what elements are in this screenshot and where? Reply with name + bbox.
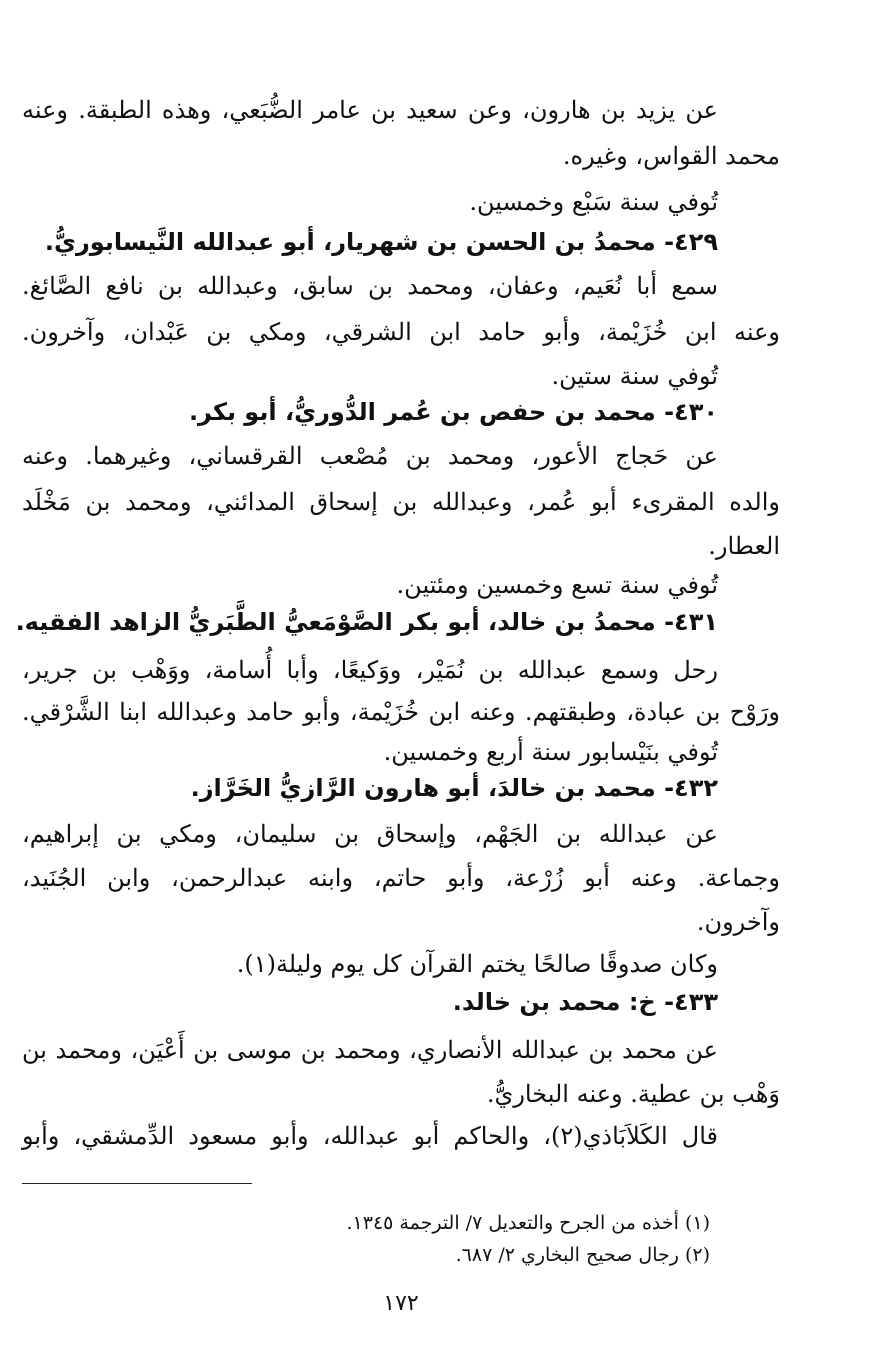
book-page — [15, 88, 780, 1358]
footnote: (١) أخذه من الجرح والتعديل ٧/ الترجمة ١٣٤٥. — [346, 1212, 710, 1234]
text-line: تُوفي سنة تسع وخمسين ومئتين. — [396, 571, 718, 599]
text-line: تُوفي بنَيْسابور سنة أربع وخمسين. — [383, 738, 718, 766]
text-line: وعنه ابن خُزَيْمة، وأبو حامد ابن الشرقي، ومكي بن عَبْدان، وآخرون. — [22, 318, 780, 346]
entry-heading: ٤٣٠- محمد بن حفص بن عُمر الدُّوريُّ، أبو بكر. — [188, 398, 718, 426]
text-line: عن حَجاج الأعور، ومحمد بن مُصْعب القرقساني، وغيرهما. وعنه — [22, 442, 718, 470]
entry-heading: ٤٣١- محمدُ بن خالد، أبو بكر الصَّوْمَعيُّ الطَّبَريُّ الزاهد الفقيه. — [15, 608, 718, 636]
text-line: العطار. — [708, 532, 780, 560]
text-line: عن عبدالله بن الجَهْم، وإسحاق بن سليمان، ومكي بن إبراهيم، — [22, 820, 718, 848]
text-line: تُوفي سنة ستين. — [551, 362, 718, 390]
footnote: (٢) رجال صحيح البخاري ٢/ ٦٨٧. — [455, 1244, 710, 1266]
text-line: وآخرون. — [696, 908, 780, 936]
entry-heading: ٤٢٩- محمدُ بن الحسن بن شهريار، أبو عبدالله النَّيسابوريُّ. — [44, 228, 718, 256]
text-line: تُوفي سنة سَبْع وخمسين. — [469, 188, 718, 216]
entry-heading: ٤٣٢- محمد بن خالدَ، أبو هارون الرَّازيُّ الخَرَّاز. — [190, 774, 718, 802]
footnote-separator — [22, 1183, 252, 1184]
text-line: رحل وسمع عبدالله بن نُمَيْر، ووَكيعًا، وأبا أُسامة، ووَهْب بن جرير، — [22, 656, 718, 684]
text-line: محمد القواس، وغيره. — [562, 142, 780, 170]
text-line: والده المقرىء أبو عُمر، وعبدالله بن إسحاق المدائني، ومحمد بن مَخْلَد — [22, 488, 780, 516]
text-line: وجماعة. وعنه أبو زُرْعة، وأبو حاتم، وابنه عبدالرحمن، وابن الجُنَيد، — [22, 864, 780, 892]
text-line: ورَوْح بن عبادة، وطبقتهم. وعنه ابن خُزَيْمة، وأبو حامد وعبدالله ابنا الشَّرْقي. — [22, 698, 780, 726]
text-line: وكان صدوقًا صالحًا يختم القرآن كل يوم وليلة(١). — [236, 950, 718, 978]
entry-heading: ٤٣٣- خ: محمد بن خالد. — [452, 988, 718, 1016]
page-number: ١٧٢ — [383, 1291, 419, 1316]
text-line: عن يزيد بن هارون، وعن سعيد بن عامر الضُّبَعي، وهذه الطبقة. وعنه — [22, 96, 718, 124]
text-line: وَهْب بن عطية. وعنه البخاريُّ. — [486, 1080, 780, 1108]
text-line: سمع أبا نُعَيم، وعفان، ومحمد بن سابق، وعبدالله بن نافع الصَّائغ. — [22, 272, 718, 300]
text-line: قال الكَلاَبَاذي(٢)، والحاكم أبو عبدالله، وأبو مسعود الدِّمشقي، وأبو — [22, 1122, 718, 1150]
text-line: عن محمد بن عبدالله الأنصاري، ومحمد بن موسى بن أَعْيَن، ومحمد بن — [22, 1036, 718, 1064]
